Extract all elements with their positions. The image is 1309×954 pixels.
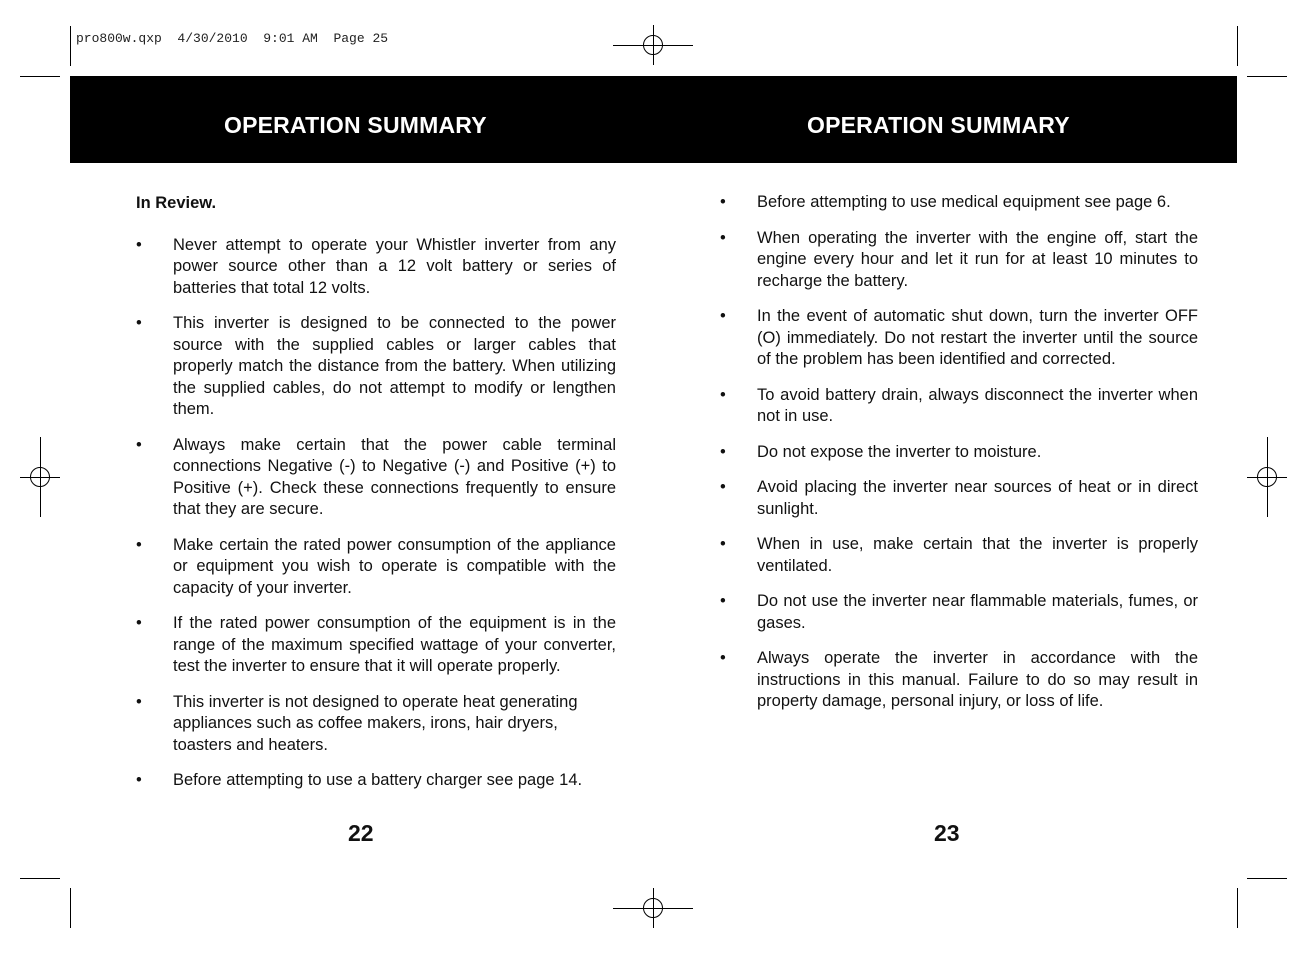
crop-mark bbox=[1237, 26, 1238, 66]
list-item-text: This inverter is not designed to operate heat generating appliances such as coffee makers, irons, hair dryers, toasters and heaters. bbox=[173, 692, 578, 754]
crop-mark bbox=[70, 26, 71, 66]
bullet-icon: • bbox=[136, 235, 142, 254]
bullet-icon: • bbox=[136, 692, 142, 711]
list-item-text: To avoid battery drain, always disconnect the inverter when not in use. bbox=[757, 385, 1198, 425]
bullet-icon: • bbox=[720, 385, 726, 404]
section-heading: In Review. bbox=[136, 194, 217, 212]
list-item-text: Before attempting to use medical equipment see page 6. bbox=[757, 193, 1171, 211]
left-page-number: 22 bbox=[348, 820, 374, 846]
crop-mark bbox=[1247, 76, 1287, 77]
list-item-text: If the rated power consumption of the equipment is in the range of the maximum specified wattage of your converter, test the inverter to ensure that it will operate properly. bbox=[173, 614, 616, 675]
list-item bbox=[136, 770, 616, 792]
list-item bbox=[720, 534, 1198, 577]
bullet-icon: • bbox=[720, 307, 726, 325]
list-item bbox=[136, 692, 616, 757]
registration-mark bbox=[643, 898, 663, 918]
list-item bbox=[720, 648, 1198, 713]
list-item-text: In the event of automatic shut down, turn the inverter OFF (O) immediately. Do not restart the inverter until the source of the problem has been identified and corrected. bbox=[757, 307, 1198, 368]
list-item-text: Do not use the inverter near flammable materials, fumes, or gases. bbox=[757, 592, 1198, 632]
bullet-icon: • bbox=[136, 614, 142, 632]
bullet-icon: • bbox=[136, 314, 142, 332]
bullet-icon: • bbox=[720, 649, 726, 667]
crop-mark bbox=[70, 888, 71, 928]
list-item-text: This inverter is designed to be connected to the power source with the supplied cables or larger cables that properly match the distance from the battery. When utilizing the supplied cables, do not attempt to modify or lengthen them. bbox=[173, 314, 616, 418]
list-item bbox=[720, 442, 1198, 464]
right-page-content bbox=[720, 192, 1198, 727]
list-item-text: When operating the inverter with the engine off, start the engine every hour and let it run for at least 10 minutes to recharge the battery. bbox=[757, 228, 1198, 290]
crop-mark bbox=[1247, 878, 1287, 879]
bullet-icon: • bbox=[720, 478, 726, 496]
left-bullet-list bbox=[136, 235, 616, 792]
bullet-icon: • bbox=[720, 535, 726, 553]
list-item bbox=[720, 477, 1198, 520]
right-page-number: 23 bbox=[934, 820, 960, 846]
crop-mark bbox=[20, 76, 60, 77]
crop-mark bbox=[20, 878, 60, 879]
crop-mark bbox=[1237, 888, 1238, 928]
list-item bbox=[136, 313, 616, 421]
list-item-text: Always make certain that the power cable terminal connections Negative (-) to Negative (-) and Positive (+) to Positive (+). Check these connections frequently to ensure that they are secure. bbox=[173, 435, 616, 518]
list-item bbox=[720, 591, 1198, 634]
header-bar bbox=[70, 76, 1237, 163]
list-item bbox=[136, 613, 616, 678]
bullet-icon: • bbox=[136, 771, 142, 789]
list-item-text: Before attempting to use a battery charger see page 14. bbox=[173, 771, 583, 789]
list-item bbox=[720, 228, 1198, 293]
bullet-icon: • bbox=[720, 193, 726, 211]
right-page-title: OPERATION SUMMARY bbox=[807, 112, 1070, 138]
list-item bbox=[720, 385, 1198, 428]
bullet-icon: • bbox=[720, 442, 726, 461]
list-item-text: Do not expose the inverter to moisture. bbox=[757, 442, 1042, 461]
print-slug: pro800w.qxp 4/30/2010 9:01 AM Page 25 bbox=[76, 31, 389, 46]
bullet-icon: • bbox=[720, 592, 726, 610]
list-item bbox=[136, 535, 616, 600]
left-page-content bbox=[136, 193, 616, 806]
bullet-icon: • bbox=[136, 435, 142, 454]
left-page-title: OPERATION SUMMARY bbox=[224, 112, 487, 138]
list-item bbox=[136, 235, 616, 300]
registration-mark bbox=[30, 467, 50, 487]
bullet-icon: • bbox=[136, 535, 142, 554]
registration-mark bbox=[643, 35, 663, 55]
right-bullet-list bbox=[720, 192, 1198, 713]
list-item-text: Avoid placing the inverter near sources of heat or in direct sunlight. bbox=[757, 478, 1198, 518]
list-item-text: Never attempt to operate your Whistler inverter from any power source other than a 12 volt battery or series of batteries that total 12 volts. bbox=[173, 235, 616, 297]
list-item-text: Always operate the inverter in accordance with the instructions in this manual. Failure to do so may result in property damage, personal injury, or loss of life. bbox=[757, 649, 1198, 710]
registration-mark bbox=[1257, 467, 1277, 487]
list-item bbox=[136, 435, 616, 521]
list-item bbox=[720, 306, 1198, 371]
bullet-icon: • bbox=[720, 228, 726, 247]
list-item-text: Make certain the rated power consumption of the appliance or equipment you wish to operate is compatible with the capacity of your inverter. bbox=[173, 535, 616, 597]
list-item-text: When in use, make certain that the inverter is properly ventilated. bbox=[757, 535, 1198, 575]
list-item bbox=[720, 192, 1198, 214]
